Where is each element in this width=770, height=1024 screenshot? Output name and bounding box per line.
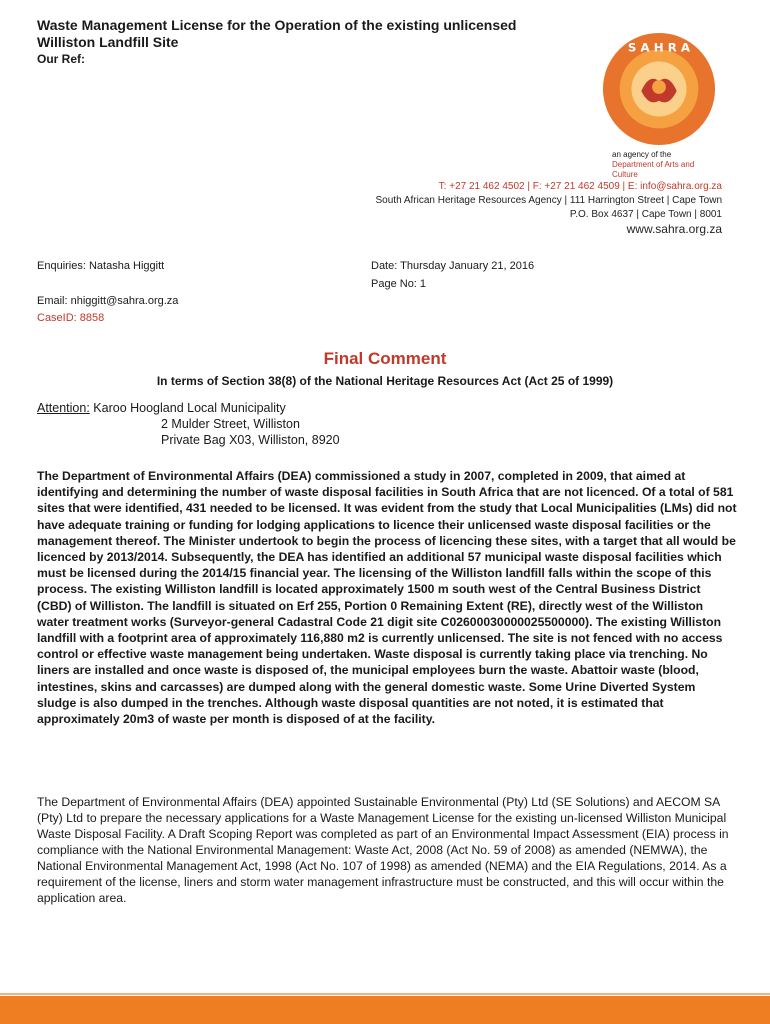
- contact-address2: P.O. Box 4637 | Cape Town | 8001: [569, 209, 722, 220]
- contact-website[interactable]: www.sahra.org.za: [626, 222, 722, 236]
- our-ref-label: Our Ref:: [37, 52, 85, 66]
- contact-phones: T: +27 21 462 4502 | F: +27 21 462 4509 | E: info@sahra.org.za: [438, 181, 722, 192]
- logo-emblem-core: [652, 80, 666, 94]
- attention-line2: 2 Mulder Street, Williston: [161, 417, 300, 431]
- logo-text-top: S A H R A: [627, 40, 691, 55]
- act-subheading: In terms of Section 38(8) of the National Heritage Resources Act (Act 25 of 1999): [156, 374, 614, 388]
- case-id: CaseID: 8858: [37, 312, 105, 324]
- footer-divider: [0, 993, 770, 995]
- agency-department: Department of Arts and Culture: [612, 160, 695, 179]
- contact-address1: South African Heritage Resources Agency | 111 Harrington Street | Cape Town: [375, 195, 722, 206]
- final-comment-heading: Final Comment: [323, 349, 447, 368]
- enquiries: Enquiries: Natasha Higgitt: [37, 260, 165, 272]
- footer-bar: [0, 996, 770, 1024]
- email[interactable]: Email: nhiggitt@sahra.org.za: [37, 295, 179, 307]
- letter-date: Date: Thursday January 21, 2016: [371, 260, 535, 272]
- paragraph-appointment: The Department of Environmental Affairs (DEA) appointed Sustainable Environmental (Pty) Ltd (SE Solutions) and AECOM SA (Pty) Ltd to prepare the necessary applications for a Waste Management License for the existing un-licensed Williston Municipal Waste Disposal Facility. A Draft Scoping Report was completed as part of an Environmental Impact Assessment (EIA) process in compliance with the National Environmental Management: Waste Act, 2008 (Act No. 59 of 2008) as amended (NEMWA), the National Environmental Management Act, 1998 (Act No. 107 of 1998) as amended (NEMA) and the EIA Regulations, 2014. As a requirement of the license, liners and storm water management infrastructure must be constructed, and this will occur within the application area.: [37, 795, 729, 905]
- attention-line1-row: [37, 400, 340, 416]
- document-title: Waste Management License for the Operation of the existing unlicensed Williston Landfill Site: [37, 17, 517, 50]
- attention-line1: Karoo Hoogland Local Municipality: [89, 401, 286, 415]
- agency-block: [612, 150, 722, 180]
- attention-label: Attention:: [37, 401, 90, 415]
- page-number: Page No: 1: [371, 278, 427, 290]
- agency-line1: an agency of the: [612, 150, 672, 159]
- contact-block: [302, 180, 722, 236]
- paragraph-background: The Department of Environmental Affairs (DEA) commissioned a study in 2007, completed in 2009, that aimed at identifying and determining the number of waste disposal facilities in South Africa that are not licenced. Of a total of 581 sites that were identified, 431 needed to be licensed. It was evident from the study that Local Municipalities (LMs) did not have adequate training or funding for lodging applications to licence their unlicensed waste disposal facilities or the management thereof. The Minister undertook to begin the process of licencing these sites, with a target that all would be licenced by 2013/2014. Subsequently, the DEA has identified an additional 57 municipal waste disposal facilities which must be licensed during the 2014/15 financial year. The licensing of the Williston landfill falls within the scope of this process. The existing Williston landfill is located approximately 1500 m south west of the Central Business District (CBD) of Williston. The landfill is situated on Erf 255, Portion 0 Remaining Extent (RE), directly west of the Williston water treatment works (Surveyor-general Cadastral Code 21 digit site C02600030000025500000). The existing Williston landfill with a footprint area of approximately 116,880 m2 is currently unlicensed. The site is not fenced with no access control or effective waste management being undertaken. Waste disposal is currently taking place via trenching. No liners are installed and once waste is disposed of, the municipal employees burn the waste. Abattoir waste (blood, intestines, skins and carcasses) are dumped along with the general domestic waste. Some Urine Diverted System sludge is also dumped in the trenches. Although waste disposal quantities are not noted, it is estimated that approximately 20m3 of waste per month is disposed of at the facility.: [37, 469, 737, 727]
- attention-line3: Private Bag X03, Williston, 8920: [161, 433, 340, 447]
- sahra-logo: [600, 30, 718, 148]
- attention-block: [37, 400, 340, 448]
